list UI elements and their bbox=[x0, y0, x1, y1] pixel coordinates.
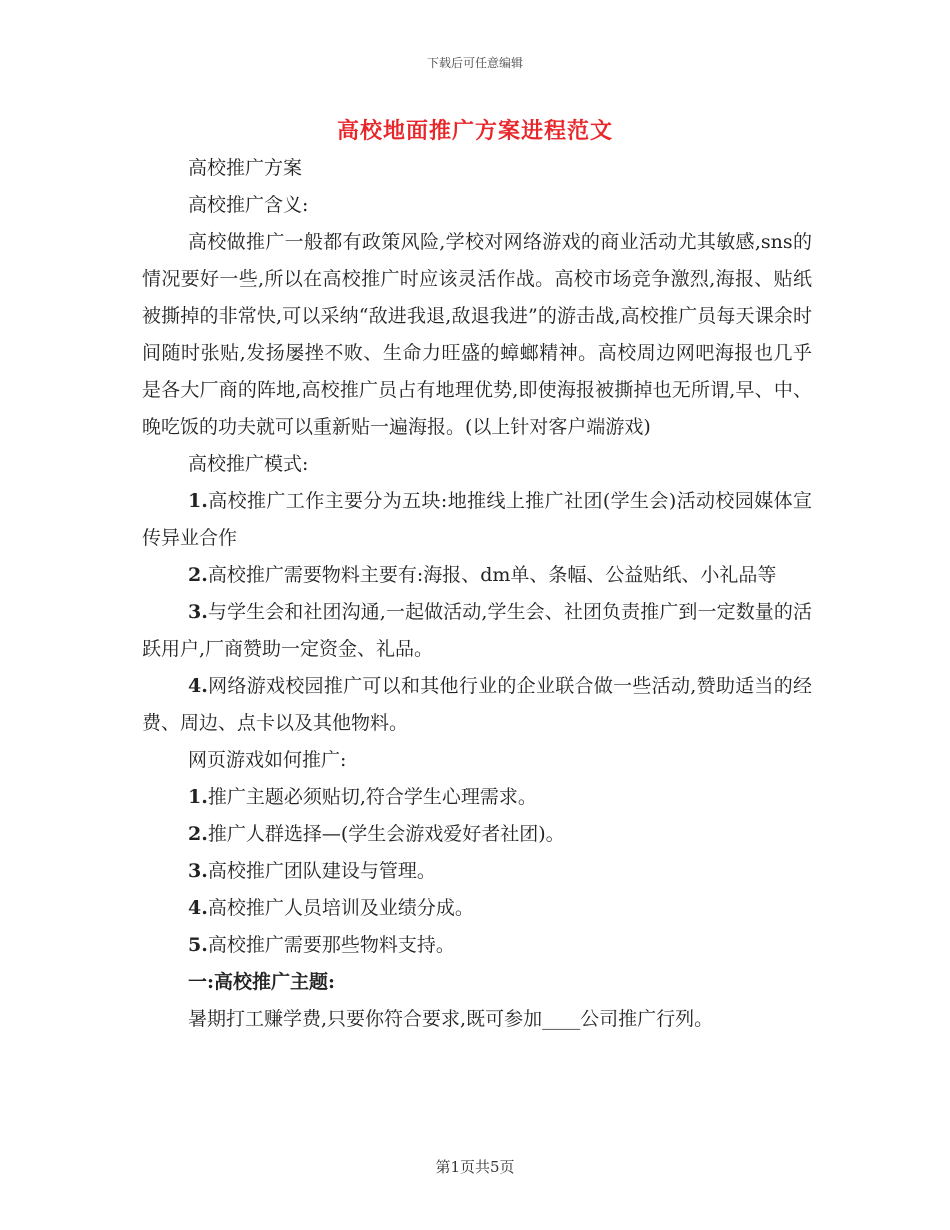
paragraph-theme-body: 暑期打工赚学费,只要你符合要求,既可参加____公司推广行列。 bbox=[188, 1008, 714, 1030]
list-text: 推广主题必须贴切,符合学生心理需求。 bbox=[207, 786, 537, 808]
list-item-web-4 bbox=[142, 890, 812, 927]
document-body bbox=[142, 150, 812, 1038]
list-number: 2. bbox=[188, 823, 208, 845]
paragraph-heading-web: 网页游戏如何推广: bbox=[188, 749, 347, 771]
paragraph-heading-meaning: 高校推广含义: bbox=[188, 194, 309, 216]
list-text: 与学生会和社团沟通,一起做活动,学生会、社团负责推广到一定数量的活跃用户,厂商赞助一定资金、礼品。 bbox=[142, 601, 812, 660]
list-item-web-2 bbox=[142, 816, 812, 853]
list-text: 高校推广工作主要分为五块:地推线上推广社团(学生会)活动校园媒体宣传异业合作 bbox=[142, 490, 812, 549]
list-text: 高校推广团队建设与管理。 bbox=[207, 860, 436, 882]
list-text: 高校推广需要那些物料支持。 bbox=[207, 934, 455, 956]
section-heading-theme: 一:高校推广主题: bbox=[188, 971, 336, 993]
list-number: 3. bbox=[188, 601, 208, 623]
list-item-web-1 bbox=[142, 779, 812, 816]
list-number: 5. bbox=[188, 934, 208, 956]
paragraph-heading-plan: 高校推广方案 bbox=[188, 157, 303, 179]
list-number: 2. bbox=[188, 564, 208, 586]
list-number: 1. bbox=[188, 786, 208, 808]
list-number: 1. bbox=[188, 490, 208, 512]
list-text: 网络游戏校园推广可以和其他行业的企业联合做一些活动,赞助适当的经费、周边、点卡以及其他物料。 bbox=[142, 675, 812, 734]
list-item-mode-1 bbox=[142, 483, 812, 557]
paragraph-meaning-body: 高校做推广一般都有政策风险,学校对网络游戏的商业活动尤其敏感,sns的情况要好一些,所以在高校推广时应该灵活作战。高校市场竞争激烈,海报、贴纸被撕掉的非常快,可以采纳“敌进我退,敌退我进”的游击战,高校推广员每天课余时间随时张贴,发扬屡挫不败、生命力旺盛的蟑螂精神。高校周边网吧海报也几乎是各大厂商的阵地,高校推广员占有地理优势,即使海报被撕掉也无所谓,早、中、晚吃饭的功夫就可以重新贴一遍海报。(以上针对客户端游戏) bbox=[142, 231, 812, 438]
page-header-note: 下载后可任意编辑 bbox=[426, 56, 523, 70]
list-number: 4. bbox=[188, 675, 208, 697]
list-number: 4. bbox=[188, 897, 208, 919]
list-item-mode-2 bbox=[142, 557, 812, 594]
paragraph-heading-modes: 高校推广模式: bbox=[188, 453, 309, 475]
list-text: 高校推广需要物料主要有:海报、dm单、条幅、公益贴纸、小礼品等 bbox=[207, 564, 777, 586]
list-text: 推广人群选择—(学生会游戏爱好者社团)。 bbox=[207, 823, 565, 845]
document-title: 高校地面推广方案进程范文 bbox=[336, 118, 613, 144]
page-footer-number: 第1页共5页 bbox=[435, 1158, 515, 1176]
list-item-web-5 bbox=[142, 927, 812, 964]
list-number: 3. bbox=[188, 860, 208, 882]
list-item-mode-3 bbox=[142, 594, 812, 668]
list-item-web-3 bbox=[142, 853, 812, 890]
list-item-mode-4 bbox=[142, 668, 812, 742]
list-text: 高校推广人员培训及业绩分成。 bbox=[207, 897, 474, 919]
